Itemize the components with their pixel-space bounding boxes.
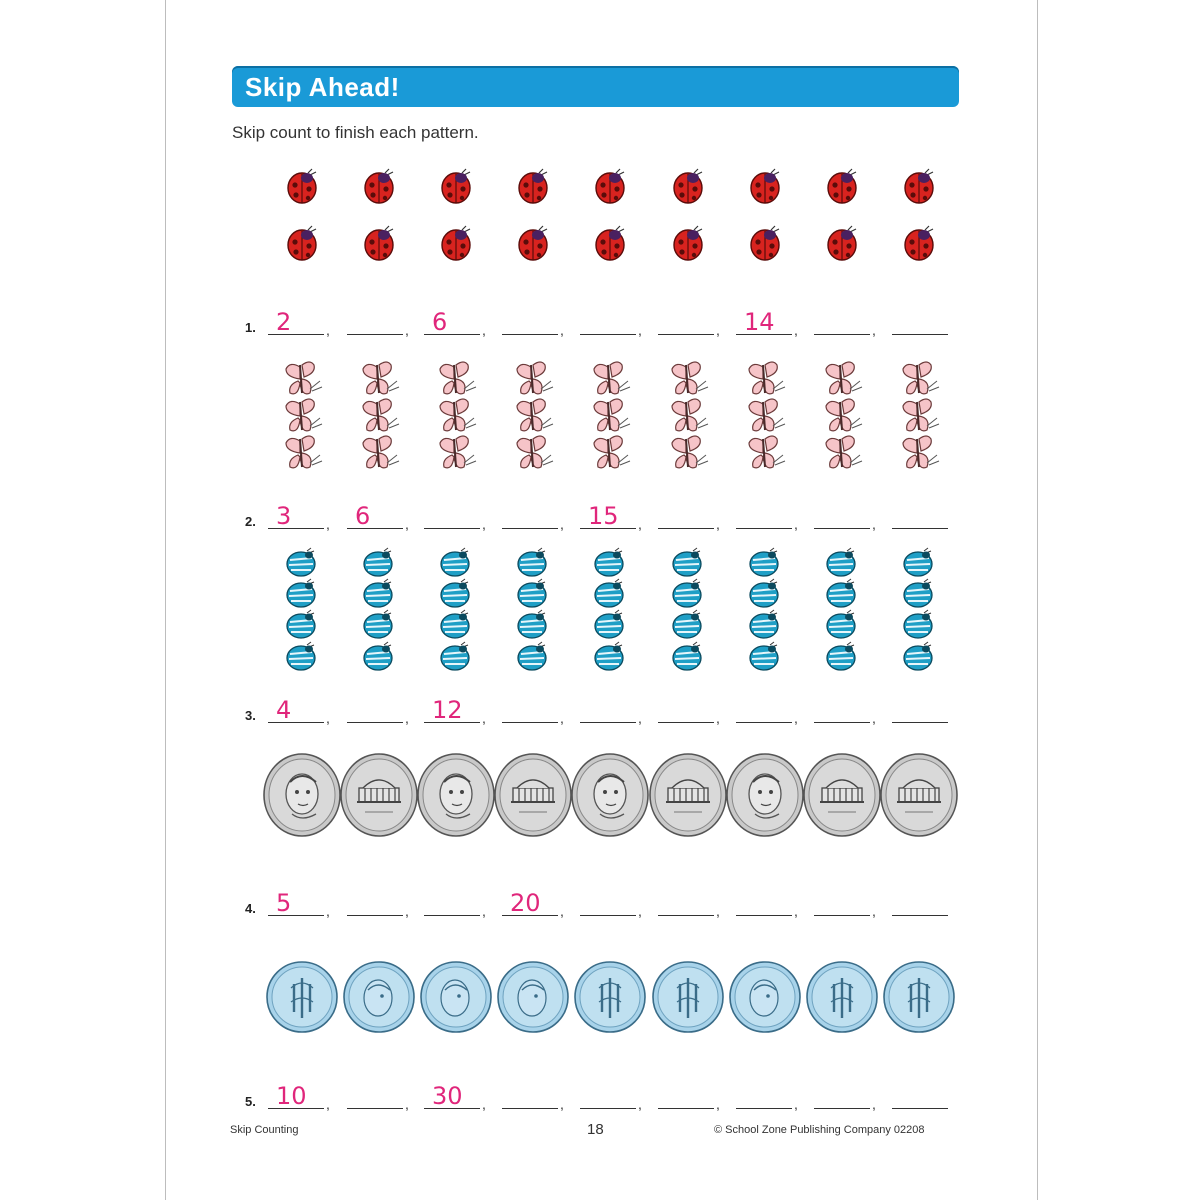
beetle-icon bbox=[516, 610, 550, 640]
beetle-icon bbox=[593, 548, 627, 578]
butterfly-icon bbox=[280, 359, 324, 399]
answer-blank[interactable] bbox=[502, 506, 558, 529]
answer-blank[interactable] bbox=[268, 696, 324, 724]
answer-blank[interactable] bbox=[424, 308, 480, 336]
butterfly-icon bbox=[588, 396, 632, 436]
comma-separator: , bbox=[482, 903, 486, 919]
beetle-icon bbox=[748, 579, 782, 609]
dime-icon bbox=[496, 960, 570, 1034]
butterfly-icon bbox=[666, 359, 710, 399]
comma-separator: , bbox=[638, 516, 642, 532]
butterfly-icon bbox=[820, 396, 864, 436]
beetle-icon bbox=[593, 610, 627, 640]
title-banner bbox=[232, 66, 959, 107]
comma-separator: , bbox=[326, 322, 330, 338]
answer-blank[interactable] bbox=[892, 700, 948, 723]
ladybug-icon bbox=[745, 167, 785, 207]
comma-separator: , bbox=[872, 710, 876, 726]
comma-separator: , bbox=[326, 1096, 330, 1112]
answer-blank[interactable] bbox=[892, 1086, 948, 1109]
butterfly-icon bbox=[588, 433, 632, 473]
butterfly-icon bbox=[588, 359, 632, 399]
comma-separator: , bbox=[560, 710, 564, 726]
handwritten-answer: 3 bbox=[276, 502, 292, 530]
comma-separator: , bbox=[638, 903, 642, 919]
beetle-icon bbox=[748, 642, 782, 672]
butterfly-icon bbox=[511, 396, 555, 436]
answer-blank[interactable] bbox=[268, 1082, 324, 1110]
answer-blank[interactable] bbox=[347, 502, 403, 530]
answer-blank[interactable] bbox=[268, 308, 324, 336]
ladybug-icon bbox=[282, 224, 322, 264]
comma-separator: , bbox=[638, 1096, 642, 1112]
beetle-icon bbox=[825, 579, 859, 609]
comma-separator: , bbox=[405, 516, 409, 532]
beetle-icon bbox=[439, 642, 473, 672]
answer-blank[interactable] bbox=[892, 506, 948, 529]
answer-blank[interactable] bbox=[736, 1086, 792, 1109]
page-title: Skip Ahead! bbox=[245, 72, 400, 102]
ladybug-icon bbox=[436, 224, 476, 264]
nickel-icon bbox=[879, 752, 959, 838]
beetle-icon bbox=[671, 610, 705, 640]
beetle-icon bbox=[593, 642, 627, 672]
answer-blank[interactable] bbox=[347, 1086, 403, 1109]
beetle-icon bbox=[671, 642, 705, 672]
answer-blank[interactable] bbox=[347, 893, 403, 916]
dime-icon bbox=[728, 960, 802, 1034]
ladybug-icon bbox=[590, 224, 630, 264]
beetle-icon bbox=[285, 610, 319, 640]
answer-blank[interactable] bbox=[814, 312, 870, 335]
handwritten-answer: 4 bbox=[276, 696, 292, 724]
beetle-icon bbox=[362, 548, 396, 578]
beetle-icon bbox=[516, 548, 550, 578]
butterfly-icon bbox=[434, 396, 478, 436]
comma-separator: , bbox=[872, 322, 876, 338]
comma-separator: , bbox=[794, 903, 798, 919]
answer-blank[interactable] bbox=[502, 700, 558, 723]
page-number: 18 bbox=[587, 1121, 604, 1138]
beetle-icon bbox=[285, 642, 319, 672]
beetle-icon bbox=[825, 610, 859, 640]
ladybug-icon bbox=[822, 224, 862, 264]
handwritten-answer: 20 bbox=[510, 889, 541, 917]
butterfly-icon bbox=[434, 433, 478, 473]
ladybug-icon bbox=[359, 167, 399, 207]
answer-blank[interactable] bbox=[736, 893, 792, 916]
handwritten-answer: 6 bbox=[432, 308, 448, 336]
ladybug-icon bbox=[513, 167, 553, 207]
problem-number: 5. bbox=[245, 1094, 256, 1109]
footer-section-label: Skip Counting bbox=[230, 1124, 299, 1136]
dime-icon bbox=[573, 960, 647, 1034]
butterfly-icon bbox=[511, 359, 555, 399]
comma-separator: , bbox=[872, 903, 876, 919]
nickel-icon bbox=[725, 752, 805, 838]
butterfly-icon bbox=[743, 433, 787, 473]
comma-separator: , bbox=[405, 903, 409, 919]
ladybug-icon bbox=[282, 167, 322, 207]
beetle-icon bbox=[362, 610, 396, 640]
comma-separator: , bbox=[560, 903, 564, 919]
butterfly-icon bbox=[666, 433, 710, 473]
answer-blank[interactable] bbox=[736, 700, 792, 723]
ladybug-icon bbox=[359, 224, 399, 264]
comma-separator: , bbox=[716, 1096, 720, 1112]
answer-blank[interactable] bbox=[814, 1086, 870, 1109]
ladybug-icon bbox=[513, 224, 553, 264]
comma-separator: , bbox=[482, 516, 486, 532]
beetle-icon bbox=[902, 548, 936, 578]
ladybug-icon bbox=[668, 167, 708, 207]
problem-number: 2. bbox=[245, 514, 256, 529]
beetle-icon bbox=[285, 579, 319, 609]
answer-blank[interactable] bbox=[658, 893, 714, 916]
handwritten-answer: 12 bbox=[432, 696, 463, 724]
answer-blank[interactable] bbox=[347, 312, 403, 335]
beetle-icon bbox=[362, 642, 396, 672]
butterfly-icon bbox=[897, 359, 941, 399]
answer-blank[interactable] bbox=[658, 700, 714, 723]
handwritten-answer: 2 bbox=[276, 308, 292, 336]
beetle-icon bbox=[439, 548, 473, 578]
answer-blank[interactable] bbox=[424, 893, 480, 916]
comma-separator: , bbox=[716, 903, 720, 919]
answer-blank[interactable] bbox=[580, 893, 636, 916]
beetle-icon bbox=[902, 642, 936, 672]
beetle-icon bbox=[671, 579, 705, 609]
comma-separator: , bbox=[638, 322, 642, 338]
answer-blank[interactable] bbox=[268, 502, 324, 530]
beetle-icon bbox=[748, 548, 782, 578]
ladybug-icon bbox=[436, 167, 476, 207]
answer-blank[interactable] bbox=[892, 312, 948, 335]
comma-separator: , bbox=[405, 1096, 409, 1112]
dime-icon bbox=[651, 960, 725, 1034]
ladybug-icon bbox=[590, 167, 630, 207]
answer-blank[interactable] bbox=[736, 506, 792, 529]
answer-blank[interactable] bbox=[580, 312, 636, 335]
comma-separator: , bbox=[560, 516, 564, 532]
butterfly-icon bbox=[357, 433, 401, 473]
answer-blank[interactable] bbox=[658, 1086, 714, 1109]
nickel-icon bbox=[802, 752, 882, 838]
dime-icon bbox=[265, 960, 339, 1034]
butterfly-icon bbox=[743, 396, 787, 436]
butterfly-icon bbox=[357, 396, 401, 436]
nickel-icon bbox=[493, 752, 573, 838]
comma-separator: , bbox=[405, 322, 409, 338]
nickel-icon bbox=[262, 752, 342, 838]
butterfly-icon bbox=[820, 433, 864, 473]
beetle-icon bbox=[593, 579, 627, 609]
beetle-icon bbox=[439, 579, 473, 609]
ladybug-icon bbox=[822, 167, 862, 207]
beetle-icon bbox=[671, 548, 705, 578]
comma-separator: , bbox=[482, 1096, 486, 1112]
ladybug-icon bbox=[668, 224, 708, 264]
answer-blank[interactable] bbox=[502, 312, 558, 335]
answer-blank[interactable] bbox=[424, 506, 480, 529]
answer-blank[interactable] bbox=[658, 312, 714, 335]
comma-separator: , bbox=[794, 322, 798, 338]
answer-blank[interactable] bbox=[658, 506, 714, 529]
handwritten-answer: 15 bbox=[588, 502, 619, 530]
problem-number: 3. bbox=[245, 708, 256, 723]
dime-icon bbox=[882, 960, 956, 1034]
comma-separator: , bbox=[405, 710, 409, 726]
butterfly-icon bbox=[743, 359, 787, 399]
beetle-icon bbox=[825, 548, 859, 578]
butterfly-icon bbox=[357, 359, 401, 399]
problem-number: 4. bbox=[245, 901, 256, 916]
butterfly-icon bbox=[820, 359, 864, 399]
butterfly-icon bbox=[897, 433, 941, 473]
comma-separator: , bbox=[560, 322, 564, 338]
comma-separator: , bbox=[482, 710, 486, 726]
comma-separator: , bbox=[638, 710, 642, 726]
answer-blank[interactable] bbox=[268, 889, 324, 917]
handwritten-answer: 14 bbox=[744, 308, 775, 336]
comma-separator: , bbox=[872, 1096, 876, 1112]
comma-separator: , bbox=[326, 516, 330, 532]
nickel-icon bbox=[648, 752, 728, 838]
answer-blank[interactable] bbox=[736, 308, 792, 336]
comma-separator: , bbox=[794, 710, 798, 726]
butterfly-icon bbox=[280, 396, 324, 436]
answer-blank[interactable] bbox=[580, 700, 636, 723]
answer-blank[interactable] bbox=[424, 696, 480, 724]
answer-blank[interactable] bbox=[814, 893, 870, 916]
beetle-icon bbox=[516, 642, 550, 672]
butterfly-icon bbox=[511, 433, 555, 473]
nickel-icon bbox=[339, 752, 419, 838]
answer-blank[interactable] bbox=[892, 893, 948, 916]
answer-blank[interactable] bbox=[424, 1082, 480, 1110]
answer-blank[interactable] bbox=[502, 1086, 558, 1109]
beetle-icon bbox=[825, 642, 859, 672]
comma-separator: , bbox=[794, 516, 798, 532]
answer-blank[interactable] bbox=[502, 889, 558, 917]
comma-separator: , bbox=[482, 322, 486, 338]
beetle-icon bbox=[902, 579, 936, 609]
instruction-text: Skip count to finish each pattern. bbox=[232, 123, 479, 142]
comma-separator: , bbox=[326, 710, 330, 726]
handwritten-answer: 6 bbox=[355, 502, 371, 530]
comma-separator: , bbox=[716, 516, 720, 532]
comma-separator: , bbox=[560, 1096, 564, 1112]
comma-separator: , bbox=[716, 322, 720, 338]
answer-blank[interactable] bbox=[814, 700, 870, 723]
butterfly-icon bbox=[280, 433, 324, 473]
dime-icon bbox=[805, 960, 879, 1034]
beetle-icon bbox=[516, 579, 550, 609]
butterfly-icon bbox=[666, 396, 710, 436]
nickel-icon bbox=[570, 752, 650, 838]
beetle-icon bbox=[439, 610, 473, 640]
beetle-icon bbox=[285, 548, 319, 578]
comma-separator: , bbox=[794, 1096, 798, 1112]
butterfly-icon bbox=[897, 396, 941, 436]
dime-icon bbox=[342, 960, 416, 1034]
ladybug-icon bbox=[899, 167, 939, 207]
comma-separator: , bbox=[872, 516, 876, 532]
problem-number: 1. bbox=[245, 320, 256, 335]
handwritten-answer: 30 bbox=[432, 1082, 463, 1110]
beetle-icon bbox=[902, 610, 936, 640]
answer-blank[interactable] bbox=[580, 502, 636, 530]
handwritten-answer: 5 bbox=[276, 889, 292, 917]
nickel-icon bbox=[416, 752, 496, 838]
answer-blank[interactable] bbox=[347, 700, 403, 723]
dime-icon bbox=[419, 960, 493, 1034]
comma-separator: , bbox=[716, 710, 720, 726]
butterfly-icon bbox=[434, 359, 478, 399]
answer-blank[interactable] bbox=[580, 1086, 636, 1109]
answer-blank[interactable] bbox=[814, 506, 870, 529]
ladybug-icon bbox=[745, 224, 785, 264]
copyright-notice: © School Zone Publishing Company 02208 bbox=[714, 1124, 925, 1136]
beetle-icon bbox=[362, 579, 396, 609]
comma-separator: , bbox=[326, 903, 330, 919]
handwritten-answer: 10 bbox=[276, 1082, 307, 1110]
beetle-icon bbox=[748, 610, 782, 640]
ladybug-icon bbox=[899, 224, 939, 264]
